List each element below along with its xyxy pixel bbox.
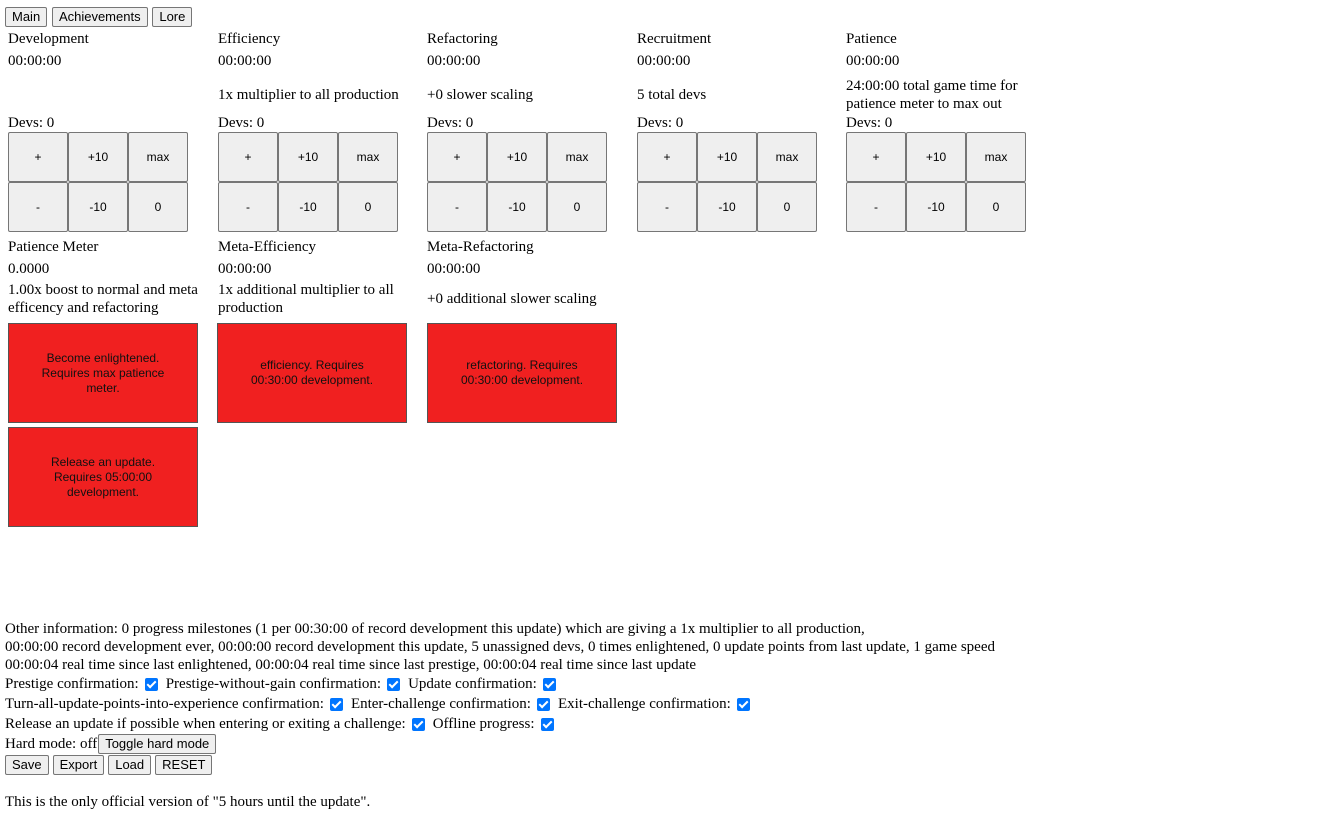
remove-10-devs-button[interactable]: -10 xyxy=(906,182,966,232)
remove-dev-button[interactable]: - xyxy=(8,182,68,232)
add-dev-button[interactable]: + xyxy=(8,132,68,182)
info-line-1: Other information: 0 progress milestones (1 per 00:30:00 of record development this update) which are giving a 1x multiplier to all production, xyxy=(5,621,865,637)
offline-progress-checkbox[interactable] xyxy=(541,718,554,731)
turn-all-confirm-checkbox[interactable] xyxy=(330,698,343,711)
remove-10-devs-button[interactable]: -10 xyxy=(68,182,128,232)
column-desc: 1x additional multiplier to all production xyxy=(218,282,394,316)
column-time: 00:00:00 xyxy=(637,53,691,69)
prestige-no-gain-checkbox[interactable] xyxy=(387,678,400,691)
column-title: Refactoring xyxy=(427,31,498,47)
enter-challenge-label: Enter-challenge confirmation: xyxy=(350,696,531,712)
remove-dev-button[interactable]: - xyxy=(427,182,487,232)
save-button[interactable]: Save xyxy=(5,755,49,775)
column-title: Efficiency xyxy=(218,31,281,47)
dev-controls xyxy=(218,132,398,232)
export-button[interactable]: Export xyxy=(53,755,105,775)
column-title: Meta-Refactoring xyxy=(427,239,534,255)
turn-all-confirm-label: Turn-all-update-points-into-experience confirmation: xyxy=(5,696,324,712)
zero-devs-button[interactable]: 0 xyxy=(966,182,1026,232)
devs-count: Devs: 0 xyxy=(8,115,55,131)
column-time: 00:00:00 xyxy=(427,261,481,277)
column-title: Meta-Efficiency xyxy=(218,239,317,255)
enter-challenge-checkbox[interactable] xyxy=(537,698,550,711)
load-button[interactable]: Load xyxy=(108,755,151,775)
remove-10-devs-button[interactable]: -10 xyxy=(487,182,547,232)
add-dev-button[interactable]: + xyxy=(427,132,487,182)
zero-devs-button[interactable]: 0 xyxy=(338,182,398,232)
exit-challenge-label: Exit-challenge confirmation: xyxy=(557,696,731,712)
column-time: 00:00:00 xyxy=(218,53,272,69)
hard-mode-status: Hard mode: off xyxy=(5,736,98,752)
dev-controls xyxy=(637,132,817,232)
prestige-confirm-checkbox[interactable] xyxy=(145,678,158,691)
options-row-2 xyxy=(5,694,1325,714)
column-title: Development xyxy=(8,31,89,47)
column-time: 00:00:00 xyxy=(8,53,62,69)
update-confirm-checkbox[interactable] xyxy=(543,678,556,691)
reset-button[interactable]: RESET xyxy=(155,755,212,775)
column-time: 00:00:00 xyxy=(846,53,900,69)
become-enlightened-button[interactable]: Become enlightened. Requires max patience meter. xyxy=(8,323,198,423)
column-desc: +0 slower scaling xyxy=(427,87,533,103)
add-10-devs-button[interactable]: +10 xyxy=(697,132,757,182)
column-desc: 1x multiplier to all production xyxy=(218,87,399,103)
max-devs-button[interactable]: max xyxy=(966,132,1026,182)
zero-devs-button[interactable]: 0 xyxy=(128,182,188,232)
tab-lore[interactable]: Lore xyxy=(152,7,192,27)
column-desc: 1.00x boost to normal and meta efficency and refactoring xyxy=(8,282,198,316)
devs-count: Devs: 0 xyxy=(846,115,893,131)
remove-10-devs-button[interactable]: -10 xyxy=(697,182,757,232)
column-title: Patience Meter xyxy=(8,239,99,255)
max-devs-button[interactable]: max xyxy=(757,132,817,182)
options-row-1 xyxy=(5,674,1325,694)
dev-controls xyxy=(427,132,607,232)
zero-devs-button[interactable]: 0 xyxy=(757,182,817,232)
remove-dev-button[interactable]: - xyxy=(218,182,278,232)
column-title: Recruitment xyxy=(637,31,712,47)
hard-mode-row xyxy=(5,734,1325,754)
add-10-devs-button[interactable]: +10 xyxy=(487,132,547,182)
info-section xyxy=(5,620,1325,775)
add-10-devs-button[interactable]: +10 xyxy=(278,132,338,182)
max-devs-button[interactable]: max xyxy=(338,132,398,182)
info-line-3: 00:00:04 real time since last enlightened, 00:00:04 real time since last prestige, 00:00:04 real time since last update xyxy=(5,657,697,673)
meta-refactoring-button[interactable]: refactoring. Requires 00:30:00 development. xyxy=(427,323,617,423)
add-dev-button[interactable]: + xyxy=(218,132,278,182)
column-value: 0.0000 xyxy=(8,261,50,277)
column-desc: 5 total devs xyxy=(637,87,707,103)
max-devs-button[interactable]: max xyxy=(128,132,188,182)
update-confirm-label: Update confirmation: xyxy=(408,676,537,692)
prestige-confirm-label: Prestige confirmation: xyxy=(5,676,139,692)
add-10-devs-button[interactable]: +10 xyxy=(68,132,128,182)
add-dev-button[interactable]: + xyxy=(637,132,697,182)
tab-main[interactable]: Main xyxy=(5,7,47,27)
remove-10-devs-button[interactable]: -10 xyxy=(278,182,338,232)
devs-count: Devs: 0 xyxy=(637,115,684,131)
prestige-no-gain-label: Prestige-without-gain confirmation: xyxy=(165,676,382,692)
remove-dev-button[interactable]: - xyxy=(637,182,697,232)
release-if-possible-label: Release an update if possible when entering or exiting a challenge: xyxy=(5,716,406,732)
zero-devs-button[interactable]: 0 xyxy=(547,182,607,232)
footer-note: This is the only official version of "5 hours until the update". xyxy=(5,794,371,810)
column-desc: +0 additional slower scaling xyxy=(427,291,597,307)
devs-count: Devs: 0 xyxy=(427,115,474,131)
dev-controls xyxy=(846,132,1026,232)
max-devs-button[interactable]: max xyxy=(547,132,607,182)
devs-count: Devs: 0 xyxy=(218,115,265,131)
tab-achievements[interactable]: Achievements xyxy=(52,7,148,27)
add-dev-button[interactable]: + xyxy=(846,132,906,182)
info-line-2: 00:00:00 record development ever, 00:00:00 record development this update, 5 unassigned devs, 0 times enlightened, 0 update points from last update, 1 game speed xyxy=(5,639,995,655)
nav-bar xyxy=(5,7,193,27)
add-10-devs-button[interactable]: +10 xyxy=(906,132,966,182)
meta-efficiency-button[interactable]: efficiency. Requires 00:30:00 development. xyxy=(217,323,407,423)
remove-dev-button[interactable]: - xyxy=(846,182,906,232)
toggle-hard-mode-button[interactable]: Toggle hard mode xyxy=(98,734,216,754)
release-update-button[interactable]: Release an update. Requires 05:00:00 development. xyxy=(8,427,198,527)
options-row-3 xyxy=(5,714,1325,734)
save-bar xyxy=(5,755,1325,775)
column-time: 00:00:00 xyxy=(427,53,481,69)
column-title: Patience xyxy=(846,31,897,47)
column-time: 00:00:00 xyxy=(218,261,272,277)
release-if-possible-checkbox[interactable] xyxy=(412,718,425,731)
column-desc xyxy=(8,75,218,115)
offline-progress-label: Offline progress: xyxy=(432,716,535,732)
column-desc: 24:00:00 total game time for patience meter to max out xyxy=(846,78,1018,112)
exit-challenge-checkbox[interactable] xyxy=(737,698,750,711)
dev-controls xyxy=(8,132,188,232)
